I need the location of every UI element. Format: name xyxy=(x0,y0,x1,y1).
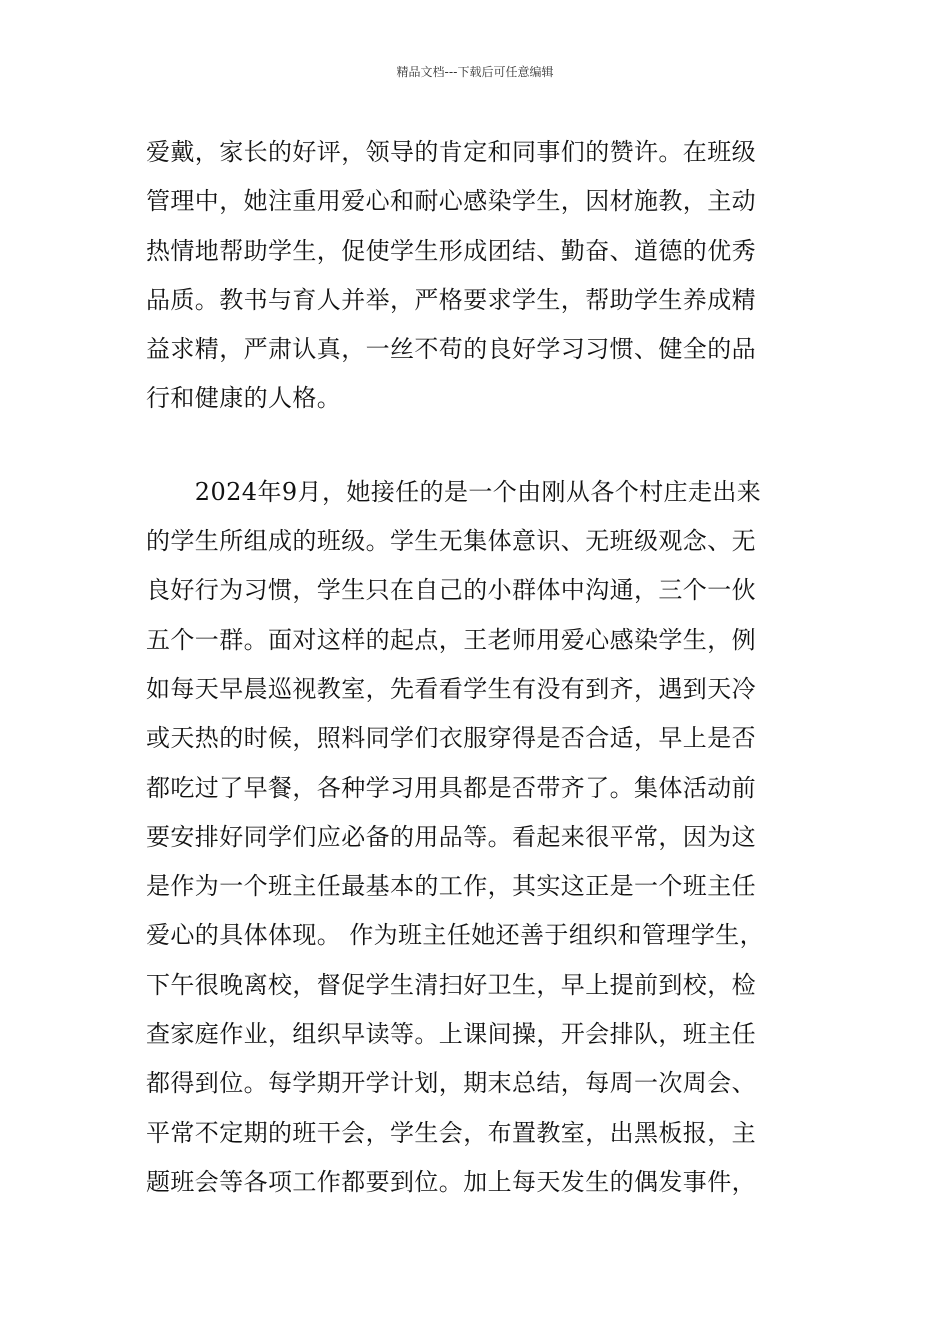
text-line: 都得到位。每学期开学计划，期末总结，每周一次周会、 xyxy=(146,1069,756,1098)
text-line: 管理中，她注重用爱心和耐心感染学生，因材施教，主动 xyxy=(146,187,756,216)
text-line: 要安排好同学们应必备的用品等。看起来很平常，因为这 xyxy=(146,822,756,851)
text-line: 行和健康的人格。 xyxy=(146,384,342,413)
text-line: 查家庭作业，组织早读等。上课间操，开会排队，班主任 xyxy=(146,1020,756,1049)
paragraph-2 xyxy=(146,468,810,1207)
document-body xyxy=(146,128,810,1207)
text-line: 爱心的具体体现。 作为班主任她还善于组织和管理学生， xyxy=(146,921,765,950)
paragraph-1 xyxy=(146,128,810,424)
text-line: 益求精，严肃认真，一丝不苟的良好学习习惯、健全的品 xyxy=(146,335,756,364)
text-line: 下午很晚离校，督促学生清扫好卫生，早上提前到校，检 xyxy=(146,970,756,999)
paragraph-spacer xyxy=(146,424,810,468)
page-header: 精品文档---下载后可任意编辑 xyxy=(396,65,554,79)
text-line: 如每天早晨巡视教室，先看看学生有没有到齐，遇到天冷 xyxy=(146,674,756,703)
text-line: 的学生所组成的班级。学生无集体意识、无班级观念、无 xyxy=(146,527,756,556)
text-line: 品质。教书与育人并举，严格要求学生，帮助学生养成精 xyxy=(146,285,756,314)
text-line: 平常不定期的班干会，学生会，布置教室，出黑板报，主 xyxy=(146,1118,756,1147)
text-line: 2024年9月，她接任的是一个由刚从各个村庄走出来 xyxy=(146,477,762,506)
text-line: 爱戴，家长的好评，领导的肯定和同事们的赞许。在班级 xyxy=(146,138,756,166)
text-line: 题班会等各项工作都要到位。加上每天发生的偶发事件， xyxy=(146,1167,756,1196)
text-line: 或天热的时候，照料同学们衣服穿得是否合适，早上是否 xyxy=(146,724,756,753)
text-line: 都吃过了早餐，各种学习用具都是否带齐了。集体活动前 xyxy=(146,773,756,802)
text-line: 热情地帮助学生，促使学生形成团结、勤奋、道德的优秀 xyxy=(146,236,756,265)
text-line: 五个一群。面对这样的起点，王老师用爱心感染学生，例 xyxy=(146,625,756,654)
text-line: 是作为一个班主任最基本的工作，其实这正是一个班主任 xyxy=(146,872,756,901)
text-line: 良好行为习惯，学生只在自己的小群体中沟通，三个一伙 xyxy=(146,576,756,605)
